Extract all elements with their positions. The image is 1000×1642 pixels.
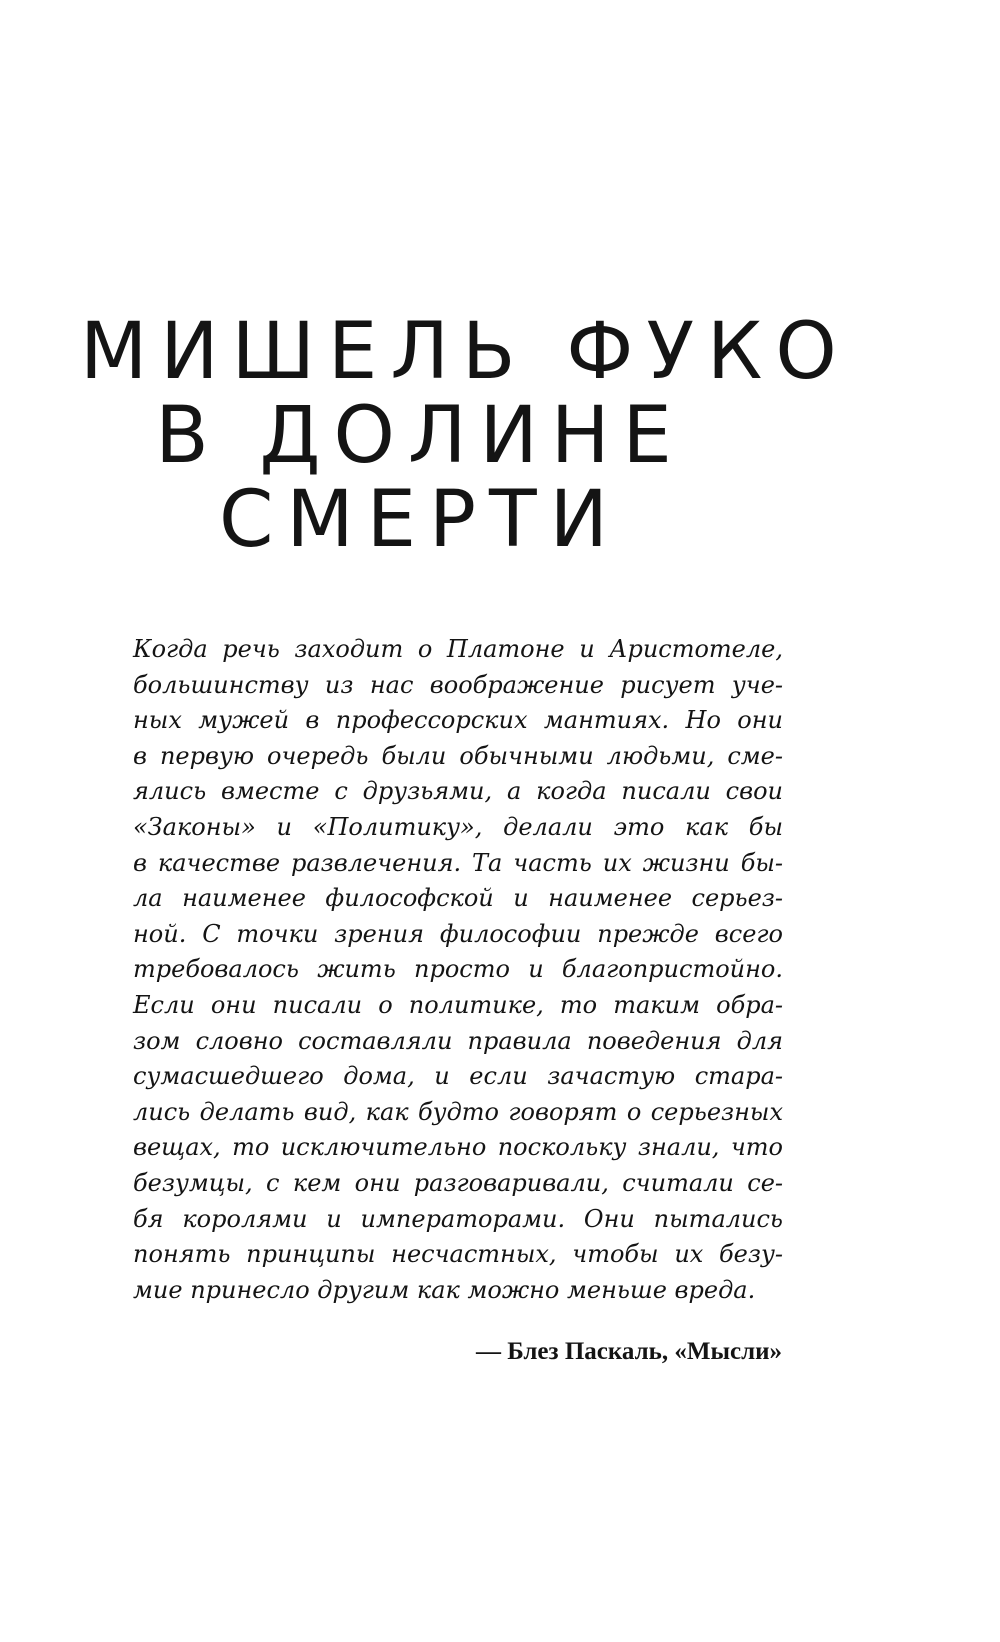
epigraph-attribution: — Блез Паскаль, «Мысли» [475, 1338, 782, 1365]
chapter-title [80, 307, 850, 565]
epigraph-quote [133, 632, 783, 1308]
epigraph-line: ной. С точки зрения философии прежде всего [133, 919, 783, 948]
epigraph-line: требовалось жить просто и благопристойно. [133, 955, 783, 984]
epigraph-line: Если они писали о политике, то таким обра- [133, 990, 783, 1019]
epigraph-line: ла наименее философской и наименее серьез- [133, 884, 783, 913]
chapter-title-line: В ДОЛИНЕ [155, 391, 685, 481]
epigraph-line: мие принесло другим как можно меньше вреда. [133, 1275, 756, 1304]
epigraph-line: «Законы» и «Политику», делали это как бы [133, 812, 783, 841]
epigraph-line: лись делать вид, как будто говорят о серьезных [133, 1097, 783, 1126]
epigraph-line: понять принципы несчастных, чтобы их безу- [133, 1240, 783, 1269]
epigraph-line: безумцы, с кем они разговаривали, считали се- [133, 1168, 783, 1197]
chapter-title-line: МИШЕЛЬ ФУКО [80, 307, 850, 397]
epigraph-line: ных мужей в профессорских мантиях. Но они [133, 706, 783, 735]
epigraph-line: сумасшедшего дома, и если зачастую стара- [133, 1062, 783, 1091]
epigraph-line: бя королями и императорами. Они пытались [133, 1204, 783, 1233]
epigraph-line: зом словно составляли правила поведения для [133, 1026, 783, 1055]
epigraph-line: вещах, то исключительно поскольку знали, что [133, 1133, 783, 1162]
epigraph-line: в качестве развлечения. Та часть их жизни бы- [133, 848, 783, 877]
epigraph-line: ялись вместе с друзьями, а когда писали свои [133, 777, 783, 806]
epigraph-line: в первую очередь были обычными людьми, сме- [133, 741, 783, 770]
epigraph-line: Когда речь заходит о Платоне и Аристотеле, [133, 635, 783, 663]
chapter-title-line: СМЕРТИ [218, 475, 622, 565]
epigraph-line: большинству из нас воображение рисует уче- [133, 670, 783, 699]
